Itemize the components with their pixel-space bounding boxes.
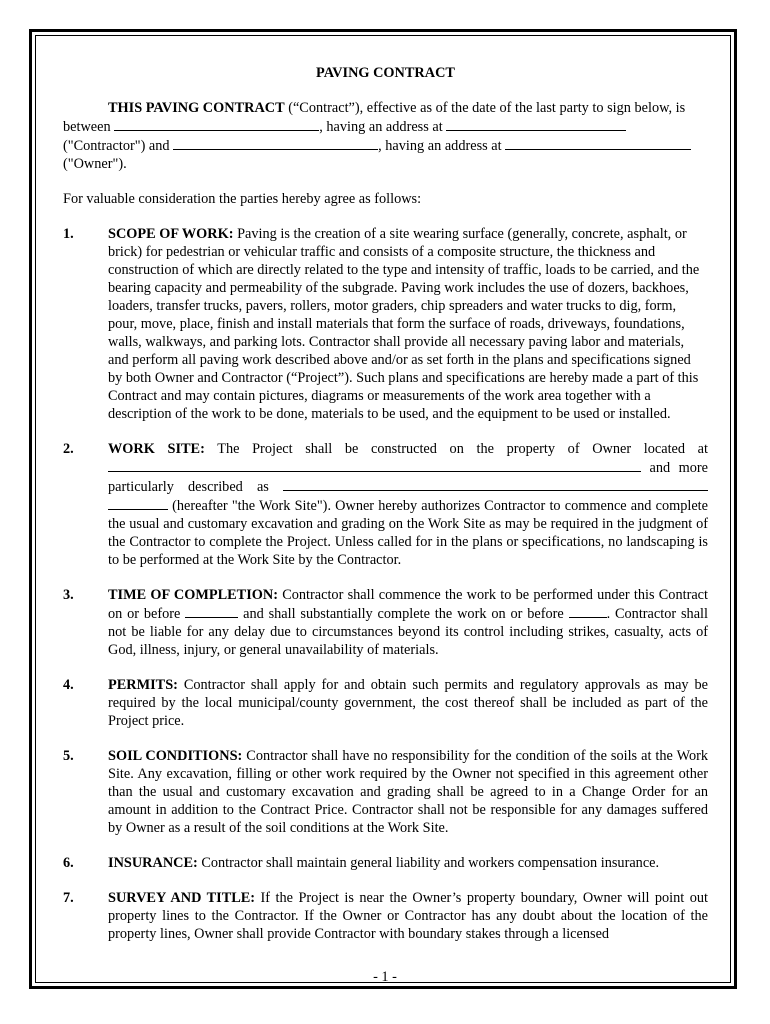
completion-date-blank[interactable] xyxy=(569,604,607,618)
section-permits: 4. PERMITS: Contractor shall apply for and obtain such permits and regulatory approvals as may be required by the local municipal/county government, the cost thereof shall be included as part of the Project price. xyxy=(63,677,708,729)
section-number: 5. xyxy=(63,748,74,764)
section-number: 6. xyxy=(63,855,74,871)
section-survey-and-title: 7. SURVEY AND TITLE: If the Project is near the Owner’s property boundary, Owner will point out property lines to the Contractor. If the Owner or Contractor has any doubt about the location of the property lines, Owner shall provide Contractor with boundary stakes through a licensed xyxy=(63,890,709,942)
page-number: - 1 - xyxy=(373,969,397,985)
section-number: 1. xyxy=(63,226,74,242)
section-time-of-completion: 3. TIME OF COMPLETION: Contractor shall commence the work to be performed under this Contract on or before and shall substantially complete the work on or before . Contractor shall not be liable for any delay due to circumstances beyond its control including strikes, casualty, acts of God, illness, injury, or general unavailability of materials. xyxy=(63,587,708,658)
section-heading: WORK SITE: xyxy=(108,441,205,457)
owner-address-blank[interactable] xyxy=(505,136,691,150)
section-number: 2. xyxy=(63,441,74,457)
contractor-address-blank[interactable] xyxy=(446,117,626,131)
section-heading: INSURANCE: xyxy=(108,855,198,871)
section-heading: TIME OF COMPLETION: xyxy=(108,587,278,603)
contractor-name-blank[interactable] xyxy=(114,117,319,131)
section-number: 4. xyxy=(63,677,74,693)
section-soil-conditions: 5. SOIL CONDITIONS: Contractor shall have no responsibility for the condition of the soils at the Work Site. Any excavation, filling or other work required by the Owner not specified in this agreement other than the usual and customary excavation and grading shall be agreed to in a Change Order for an amount in addition to the Contract Price. Contractor shall not be responsible for any damages suffered by Owner as a result of the soil conditions at the Work Site. xyxy=(63,748,708,836)
section-heading: SURVEY AND TITLE: xyxy=(108,890,256,906)
section-insurance: 6. INSURANCE: Contractor shall maintain general liability and workers compensation insurance. xyxy=(63,855,660,871)
contract-title: PAVING CONTRACT xyxy=(316,65,455,81)
consideration-paragraph: For valuable consideration the parties hereby agree as follows: xyxy=(63,191,422,207)
section-work-site: 2. WORK SITE: The Project shall be constructed on the property of Owner located at and more particularly described as (hereafter "the Work Site"). Owner hereby authorizes Contractor to commence and complete the usual and customary excavation and grading on the Work Site as may be required in the judgment of the Contractor to complete the Project. Unless called for in the plans or specifications, no landscaping is to be performed at the Work Site by the Contractor. xyxy=(63,441,708,568)
section-heading: PERMITS: xyxy=(108,677,178,693)
start-date-blank[interactable] xyxy=(185,604,238,618)
section-scope-of-work: 1. SCOPE OF WORK: Paving is the creation of a site wearing surface (generally, concrete, asphalt, or brick) for pedestrian or vehicular traffic and consists of a composite structure, the thickness and construction of which are directly related to the type and intensity of traffic, loads to be carried, and the bearing capacity and permeability of the subgrade. Paving work includes the use of dozers, backhoes, loaders, transfer trucks, pavers, rollers, motor graders, chip spreaders and water trucks to dig, form, pour, move, place, finish and install materials that form the surface of roads, driveways, foundations, walls, walkways, and parking lots. Contractor shall provide all necessary paving labor and materials, and perform all paving work described above and/or as set forth in the plans and specifications signed by both Owner and Contractor (“Project”). Such plans and specifications are hereby made a part of this Contract and may contain pictures, diagrams or measurements of the work area together with a description of the work to be done, materials to be used, and the equipment to be used or installed. xyxy=(63,226,700,422)
section-heading: SCOPE OF WORK: xyxy=(108,226,234,242)
property-description-blank[interactable] xyxy=(283,477,708,491)
owner-name-blank[interactable] xyxy=(173,136,378,150)
property-description-blank-2[interactable] xyxy=(108,496,168,510)
section-number: 3. xyxy=(63,587,74,603)
contract-page xyxy=(63,64,708,943)
section-number: 7. xyxy=(63,890,74,906)
intro-lead: THIS PAVING CONTRACT xyxy=(108,100,285,116)
property-location-blank[interactable] xyxy=(108,458,641,472)
section-heading: SOIL CONDITIONS: xyxy=(108,748,243,764)
intro-paragraph: THIS PAVING CONTRACT (“Contract”), effective as of the date of the last party to sign below, is between , having an address at ("Contractor") and , having an address at ("Owner"). xyxy=(63,99,708,173)
